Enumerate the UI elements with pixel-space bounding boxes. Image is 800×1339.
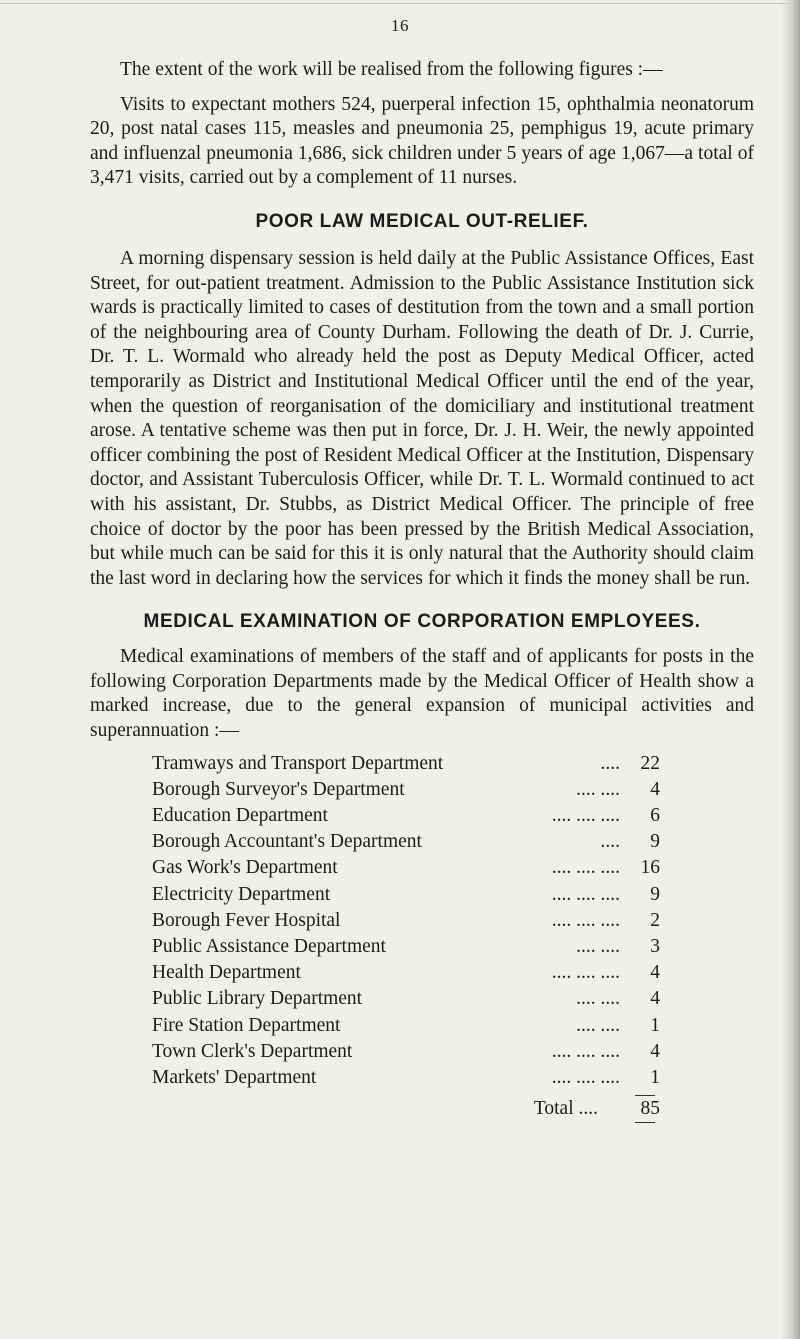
poor-law-paragraph: A morning dispensary session is held daily at the Public Assistance Offices, East Street, for out-patient treatment. Admission to the Public Assistance Institution sick wards is practically limited to cases of destitution from the town and a small portion of the neighbouring area of County Durham. Following the death of Dr. J. Currie, Dr. T. L. Wormald who already held the post as Deputy Medical Officer, acted temporarily as District and Institutional Medical Officer until the end of the year, when the question of reorganisation of the domiciliary and institutional treatment arose. A tentative scheme was then put in force, Dr. J. H. Weir, the newly appointed officer combining the post of Resident Medical Officer at the Institution, Dispensary doctor, and Assistant Tuberculosis Officer, while Dr. T. L. Wormald continued to act with his assistant, Dr. Stubbs, as District Medical Officer. The principle of free choice of doctor by the poor has been pressed by the British Medical Association, but while much can be said for this it is only natural that the Authority should claim the last word in declaring how the services for which it finds the money shall be run. [90, 247, 754, 589]
table-row: Public Assistance Department .... .... 3 [152, 936, 660, 958]
medical-exam-heading: MEDICAL EXAMINATION OF CORPORATION EMPLOYEES. [143, 611, 701, 633]
page-content [90, 58, 754, 1123]
table-row: Tramways and Transport Department .... 22 [152, 752, 660, 774]
total-label: Total .... [533, 1098, 598, 1120]
department-table [152, 751, 660, 1124]
table-row: Public Library Department .... .... 4 [152, 988, 660, 1010]
table-row: Borough Surveyor's Department .... .... 4 [152, 778, 660, 800]
table-row: Fire Station Department .... .... 1 [152, 1014, 660, 1036]
table-row: Markets' Department .... .... .... 1 [152, 1067, 660, 1089]
intro-paragraph: The extent of the work will be realised from the following figures :— [120, 59, 663, 80]
table-row: Gas Work's Department .... .... .... 16 [152, 857, 660, 879]
visits-paragraph: Visits to expectant mothers 524, puerperal infection 15, ophthalmia neonatorum 20, post natal cases 115, measles and pneumonia 25, pemphigus 19, acute primary and influenzal pneumonia 1,686, sick children under 5 years of age 1,067—a total of 3,471 visits, carried out by a complement of 11 nurses. [90, 93, 754, 189]
total-value: 85 [640, 1098, 660, 1120]
table-row: Borough Accountant's Department .... 9 [152, 831, 660, 853]
page-number: 16 [391, 16, 409, 35]
table-row: Education Department .... .... .... 6 [152, 805, 660, 827]
total-rule-bottom [635, 1122, 655, 1123]
table-row: Health Department .... .... .... 4 [152, 962, 660, 984]
medical-exam-paragraph: Medical examinations of members of the staff and of applicants for posts in the following Corporation Departments made by the Medical Officer of Health show a marked increase, due to the general expansion of municipal activities and superannuation :— [90, 646, 754, 742]
page-edge-shadow [782, 0, 800, 1339]
table-row: Borough Fever Hospital .... .... .... 2 [152, 909, 660, 931]
total-row [152, 1096, 660, 1122]
table-row: Town Clerk's Department .... .... .... 4 [152, 1040, 660, 1062]
page-top-edge [0, 3, 790, 4]
table-row: Electricity Department .... .... .... 9 [152, 883, 660, 905]
poor-law-heading: POOR LAW MEDICAL OUT-RELIEF. [255, 210, 589, 232]
